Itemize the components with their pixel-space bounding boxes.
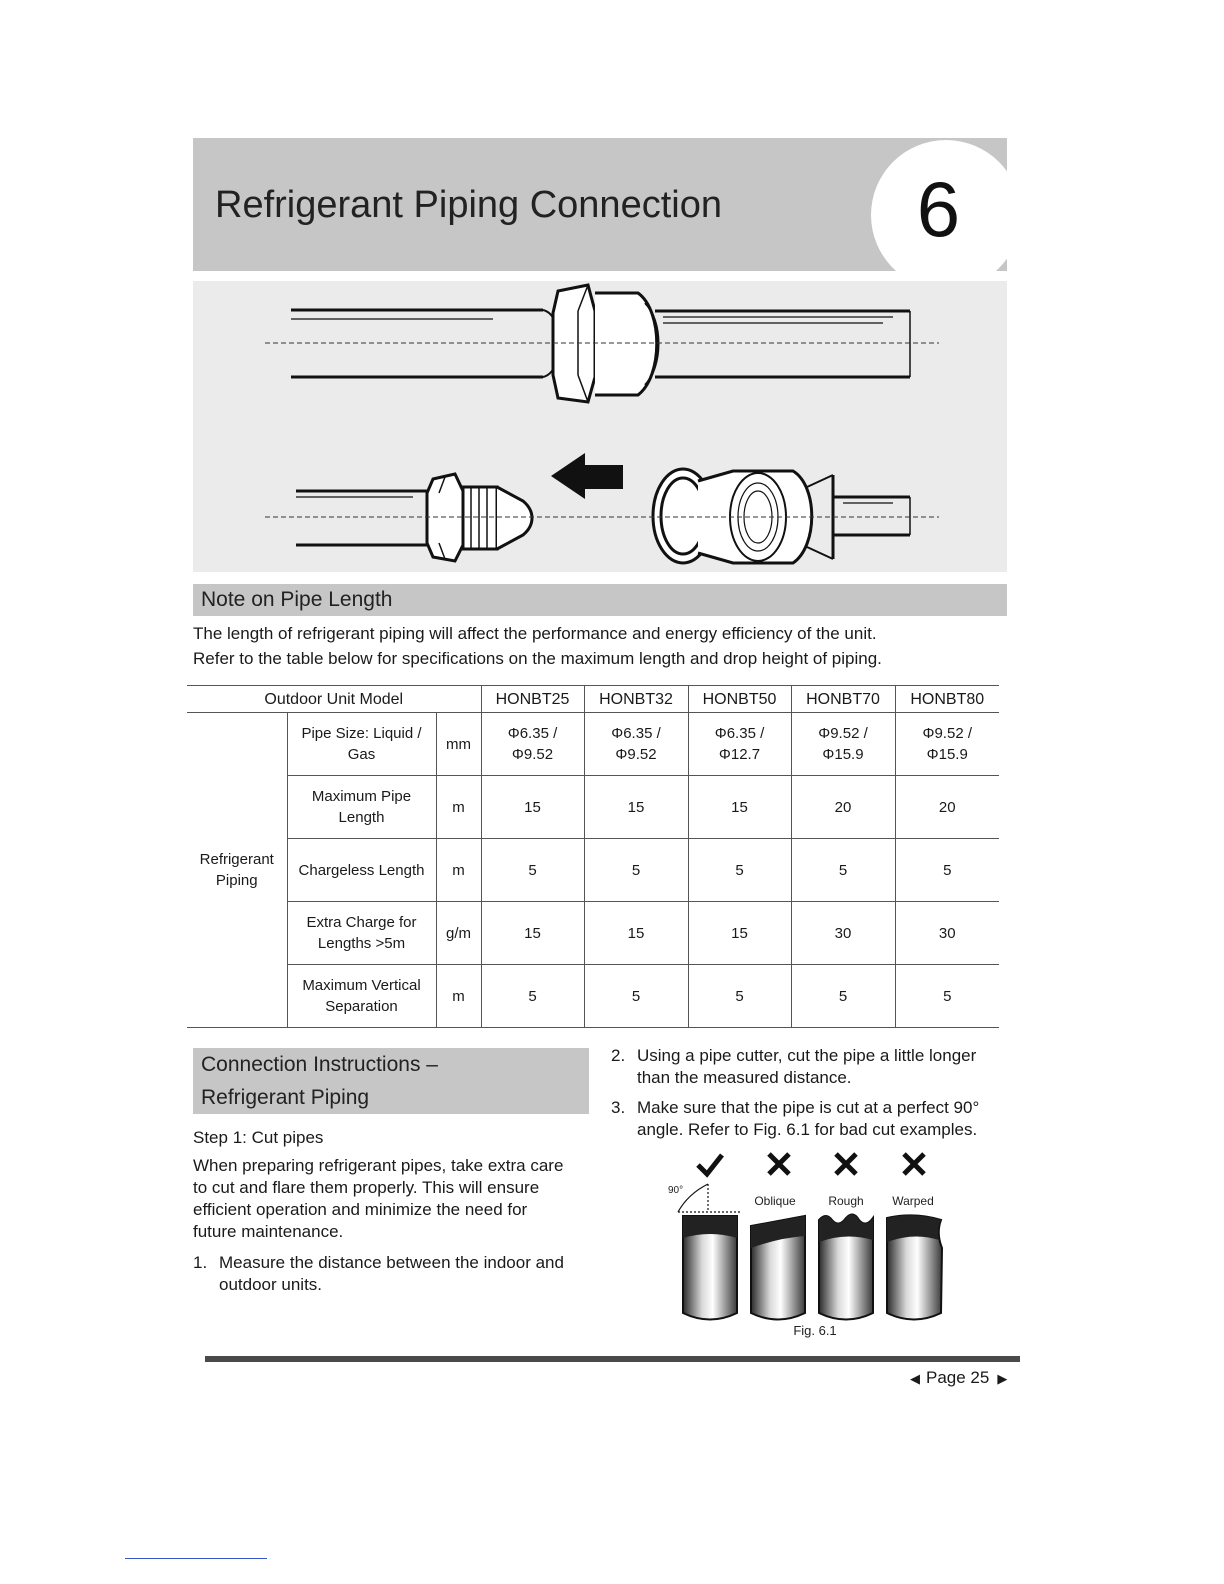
note-section-title: Note on Pipe Length bbox=[201, 588, 393, 611]
chapter-badge bbox=[871, 140, 1007, 271]
row-unit: m bbox=[436, 776, 481, 839]
list-text: outdoor units. bbox=[219, 1275, 323, 1294]
table-cell: 5 bbox=[688, 839, 791, 902]
row-unit: mm bbox=[436, 713, 481, 776]
page-indicator bbox=[910, 1368, 1007, 1388]
list-text: Using a pipe cutter, cut the pipe a little longer bbox=[637, 1046, 977, 1065]
table-cell: 15 bbox=[688, 776, 791, 839]
list-item bbox=[611, 1097, 979, 1141]
row-label-text: Extra Charge for Lengths >5m bbox=[306, 914, 417, 952]
list-number: 1. bbox=[193, 1253, 208, 1272]
table-cell bbox=[895, 713, 999, 776]
footer-rule bbox=[205, 1356, 1020, 1362]
table-cell: 15 bbox=[584, 902, 688, 965]
table-cell: 15 bbox=[688, 902, 791, 965]
group-label bbox=[187, 713, 287, 1028]
table-cell: 5 bbox=[481, 839, 584, 902]
list-item bbox=[193, 1252, 564, 1296]
table-cell bbox=[584, 713, 688, 776]
table-cell-text: Φ6.35 / Φ9.52 bbox=[611, 725, 661, 763]
list-number: 3. bbox=[611, 1098, 626, 1117]
list-text: Make sure that the pipe is cut at a perfect 90° bbox=[637, 1098, 980, 1117]
intro-line: efficient operation and minimize the need for bbox=[193, 1200, 528, 1219]
table-cell: 15 bbox=[584, 776, 688, 839]
table-cell: 5 bbox=[584, 839, 688, 902]
table-cell-text: Φ9.52 / Φ15.9 bbox=[818, 725, 868, 763]
table-cell: 5 bbox=[584, 965, 688, 1028]
row-unit: g/m bbox=[436, 902, 481, 965]
model-header: HONBT70 bbox=[791, 686, 895, 713]
pipe-cut-figure bbox=[660, 1148, 960, 1348]
table-cell: 5 bbox=[481, 965, 584, 1028]
table-cell: 15 bbox=[481, 902, 584, 965]
rough-label: Rough bbox=[828, 1194, 864, 1208]
table-cell bbox=[791, 713, 895, 776]
table-cell-text: Φ6.35 / Φ9.52 bbox=[507, 725, 558, 763]
list-number: 2. bbox=[611, 1046, 626, 1065]
row-label: Chargeless Length bbox=[287, 839, 436, 902]
row-label bbox=[287, 965, 436, 1028]
list-text: angle. Refer to Fig. 6.1 for bad cut examples. bbox=[637, 1120, 978, 1139]
pipe-spec-table bbox=[187, 685, 999, 1028]
table-cell: 5 bbox=[688, 965, 791, 1028]
table-cell-text: Φ9.52 / Φ15.9 bbox=[922, 725, 972, 763]
table-cell: 5 bbox=[791, 839, 895, 902]
model-header: HONBT80 bbox=[895, 686, 999, 713]
intro-line: to cut and flare them properly. This will ensure bbox=[193, 1178, 540, 1197]
note-line-2: Refer to the table below for specifications on the maximum length and drop height of piping. bbox=[193, 649, 882, 668]
oblique-label: Oblique bbox=[754, 1194, 796, 1208]
table-cell bbox=[481, 713, 584, 776]
table-cell: 15 bbox=[481, 776, 584, 839]
row-label-text: Maximum Vertical Separation bbox=[302, 977, 421, 1015]
connection-section-header bbox=[193, 1048, 589, 1114]
list-text: Measure the distance between the indoor and bbox=[219, 1253, 564, 1272]
row-unit: m bbox=[436, 839, 481, 902]
table-cell: 5 bbox=[791, 965, 895, 1028]
row-label-text: Pipe Size: Liquid / Gas bbox=[301, 725, 422, 763]
connection-title-line-1: Connection Instructions – bbox=[201, 1053, 438, 1076]
chapter-header bbox=[193, 138, 1007, 271]
page-title: Refrigerant Piping Connection bbox=[215, 184, 722, 226]
table-header-label: Outdoor Unit Model bbox=[187, 686, 481, 713]
next-page-icon[interactable]: ▶ bbox=[997, 1371, 1008, 1386]
step-title: Step 1: Cut pipes bbox=[193, 1128, 324, 1147]
flare-nut-diagram bbox=[193, 281, 1007, 572]
page-number: Page 25 bbox=[926, 1368, 990, 1387]
prev-page-icon[interactable]: ◀ bbox=[910, 1371, 920, 1386]
table-cell: 20 bbox=[895, 776, 999, 839]
list-item bbox=[611, 1045, 976, 1089]
list-text: than the measured distance. bbox=[637, 1068, 852, 1087]
row-label-text: Maximum Pipe Length bbox=[311, 788, 412, 826]
connection-title-line-2: Refrigerant Piping bbox=[201, 1086, 370, 1109]
table-cell: 5 bbox=[895, 965, 999, 1028]
table-cell: 5 bbox=[895, 839, 999, 902]
table-cell: 20 bbox=[791, 776, 895, 839]
intro-line: future maintenance. bbox=[193, 1222, 344, 1241]
intro-paragraph bbox=[193, 1155, 563, 1243]
figure-caption: Fig. 6.1 bbox=[793, 1323, 837, 1338]
table-cell: 30 bbox=[895, 902, 999, 965]
table-cell bbox=[688, 713, 791, 776]
model-header: HONBT32 bbox=[584, 686, 688, 713]
intro-line: When preparing refrigerant pipes, take extra care bbox=[193, 1156, 564, 1175]
note-section-header bbox=[193, 584, 1007, 616]
pipe-connection-illustration bbox=[193, 281, 1007, 572]
table-cell: 30 bbox=[791, 902, 895, 965]
pipe-cut-examples bbox=[660, 1148, 960, 1326]
row-unit: m bbox=[436, 965, 481, 1028]
model-header: HONBT50 bbox=[688, 686, 791, 713]
row-label bbox=[287, 902, 436, 965]
row-label bbox=[287, 776, 436, 839]
note-line-1: The length of refrigerant piping will affect the performance and energy efficiency of the unit. bbox=[193, 624, 877, 643]
table-cell-text: Φ6.35 / Φ12.7 bbox=[714, 725, 765, 763]
chapter-number: 6 bbox=[916, 165, 961, 253]
group-label-text: Refrigerant Piping bbox=[199, 851, 274, 889]
warped-label: Warped bbox=[892, 1194, 934, 1208]
angle-label: 90° bbox=[668, 1185, 684, 1196]
model-header: HONBT25 bbox=[481, 686, 584, 713]
row-label bbox=[287, 713, 436, 776]
link-underline bbox=[125, 1558, 267, 1559]
